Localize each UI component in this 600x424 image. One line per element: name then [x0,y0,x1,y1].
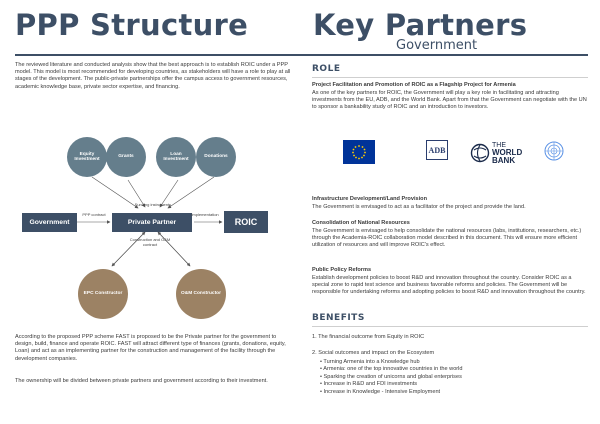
private-partner-box: Private Partner [112,213,192,232]
un-logo [543,140,565,162]
benefits-divider [312,326,588,327]
page-title: Key Partners [313,8,528,42]
wb-the: THE [492,141,506,149]
list-item: • Sparking the creation of unicorns and global enterprises [320,374,463,381]
title-divider [300,54,588,56]
list-item: • Increase in R&D and FDI investments [320,381,463,388]
policy-heading: Public Policy Reforms [312,267,372,273]
benefits-heading: BENEFITS [312,313,365,323]
adb-logo [426,140,448,160]
consolidation-text: The Government is envisaged to help consolidate the national resources (labs, institutions, researchers, etc.) through the Academia-ROIC collaboration model described in this document. This will ensure more efficient utilization of resources and will improve ROIC's effect. [312,228,582,249]
construction-contract-label: Construction and O&M contract [129,237,171,247]
eu-stars-icon [348,143,370,161]
roic-box: ROIC [224,211,268,233]
role-heading: ROLE [312,64,341,74]
ppp-contract-label: PPP contract [82,212,106,217]
benefit-social: 2. Social outcomes and impact on the Ecosystem [312,350,435,356]
wb-bank: BANK [492,155,516,165]
benefit-financial: 1. The financial outcome from Equity in ROIC [312,334,425,340]
wb-world: WORLD [492,148,523,158]
un-emblem-icon [543,140,565,162]
grants-node: Grants [106,137,146,177]
intro-paragraph: The reviewed literature and conducted analysis show that the best approach is to establish ROIC under a PPP model. This model is most recommended for developing countries, as stakeholders will have a role to play at all stages of the development. The public-private partnerships offer the campus access to government resources, academic knowledge base, private sector expertise, and financing. [15,62,291,90]
adb-logo-text: ADB [428,145,446,155]
world-bank-logo [470,140,530,166]
om-constructor-node: O&M Constructor [176,269,226,319]
ownership-paragraph: The ownership will be divided between private partners and government according to their investment. [15,378,268,384]
project-heading: Project Facilitation and Promotion of ROIC as a Flagship Project for Armenia [312,82,516,88]
funding-instruments-label: Funding instruments [134,202,172,207]
social-benefits-list [320,359,463,396]
right-page [300,0,600,424]
eu-flag-logo [343,140,375,164]
government-box: Government [22,213,77,232]
list-item: • Turning Armenia into a Knowledge hub [320,359,463,366]
donations-node: Donations [196,137,236,177]
list-item: • Increase in Knowledge - Intensive Employment [320,389,463,396]
list-item: • Armenia: one of the top innovative countries in the world [320,366,463,373]
infra-text: The Government is envisaged to act as a facilitator of the project and provide the land. [312,204,526,210]
world-bank-text [492,142,522,165]
consolidation-heading: Consolidation of National Resources [312,220,410,226]
project-text: As one of the key partners for ROIC, the Government will play a key role in facilitating and attracting investments from the EU, ADB, and the World Bank. Apart from that the Government can negotiate with the UN to sponsor a bankability study of ROIC and an introduction to investors. [312,90,587,111]
scheme-paragraph: According to the proposed PPP scheme FAST is proposed to be the Private partner for the government to design, build, finance and operate ROIC. FAST will attract different type of finances (grants, donations, equity, Loan) and act as an implementing partner for the construction and management of the facility through the development companies. [15,334,286,362]
role-divider [312,77,588,78]
infra-heading: Infrastructure Development/Land Provision [312,196,428,202]
equity-investment-node: Equity Investment [67,137,107,177]
globe-icon [470,143,490,163]
policy-text: Establish development policies to boost R&D and innovation throughout the country. Consider ROIC as a special zone to rapid test science and business favorable reforms and policies. The Government will be responsible for undertaking reforms and adopting policies to boost R&D and innovation throughout the country. [312,275,586,296]
epc-constructor-node: EPC Constructor [78,269,128,319]
page-subtitle: Government [396,38,478,53]
loan-investment-node: Loan Investment [156,137,196,177]
page-title: PPP Structure [15,8,249,42]
implementation-label: Implementation [191,212,219,217]
